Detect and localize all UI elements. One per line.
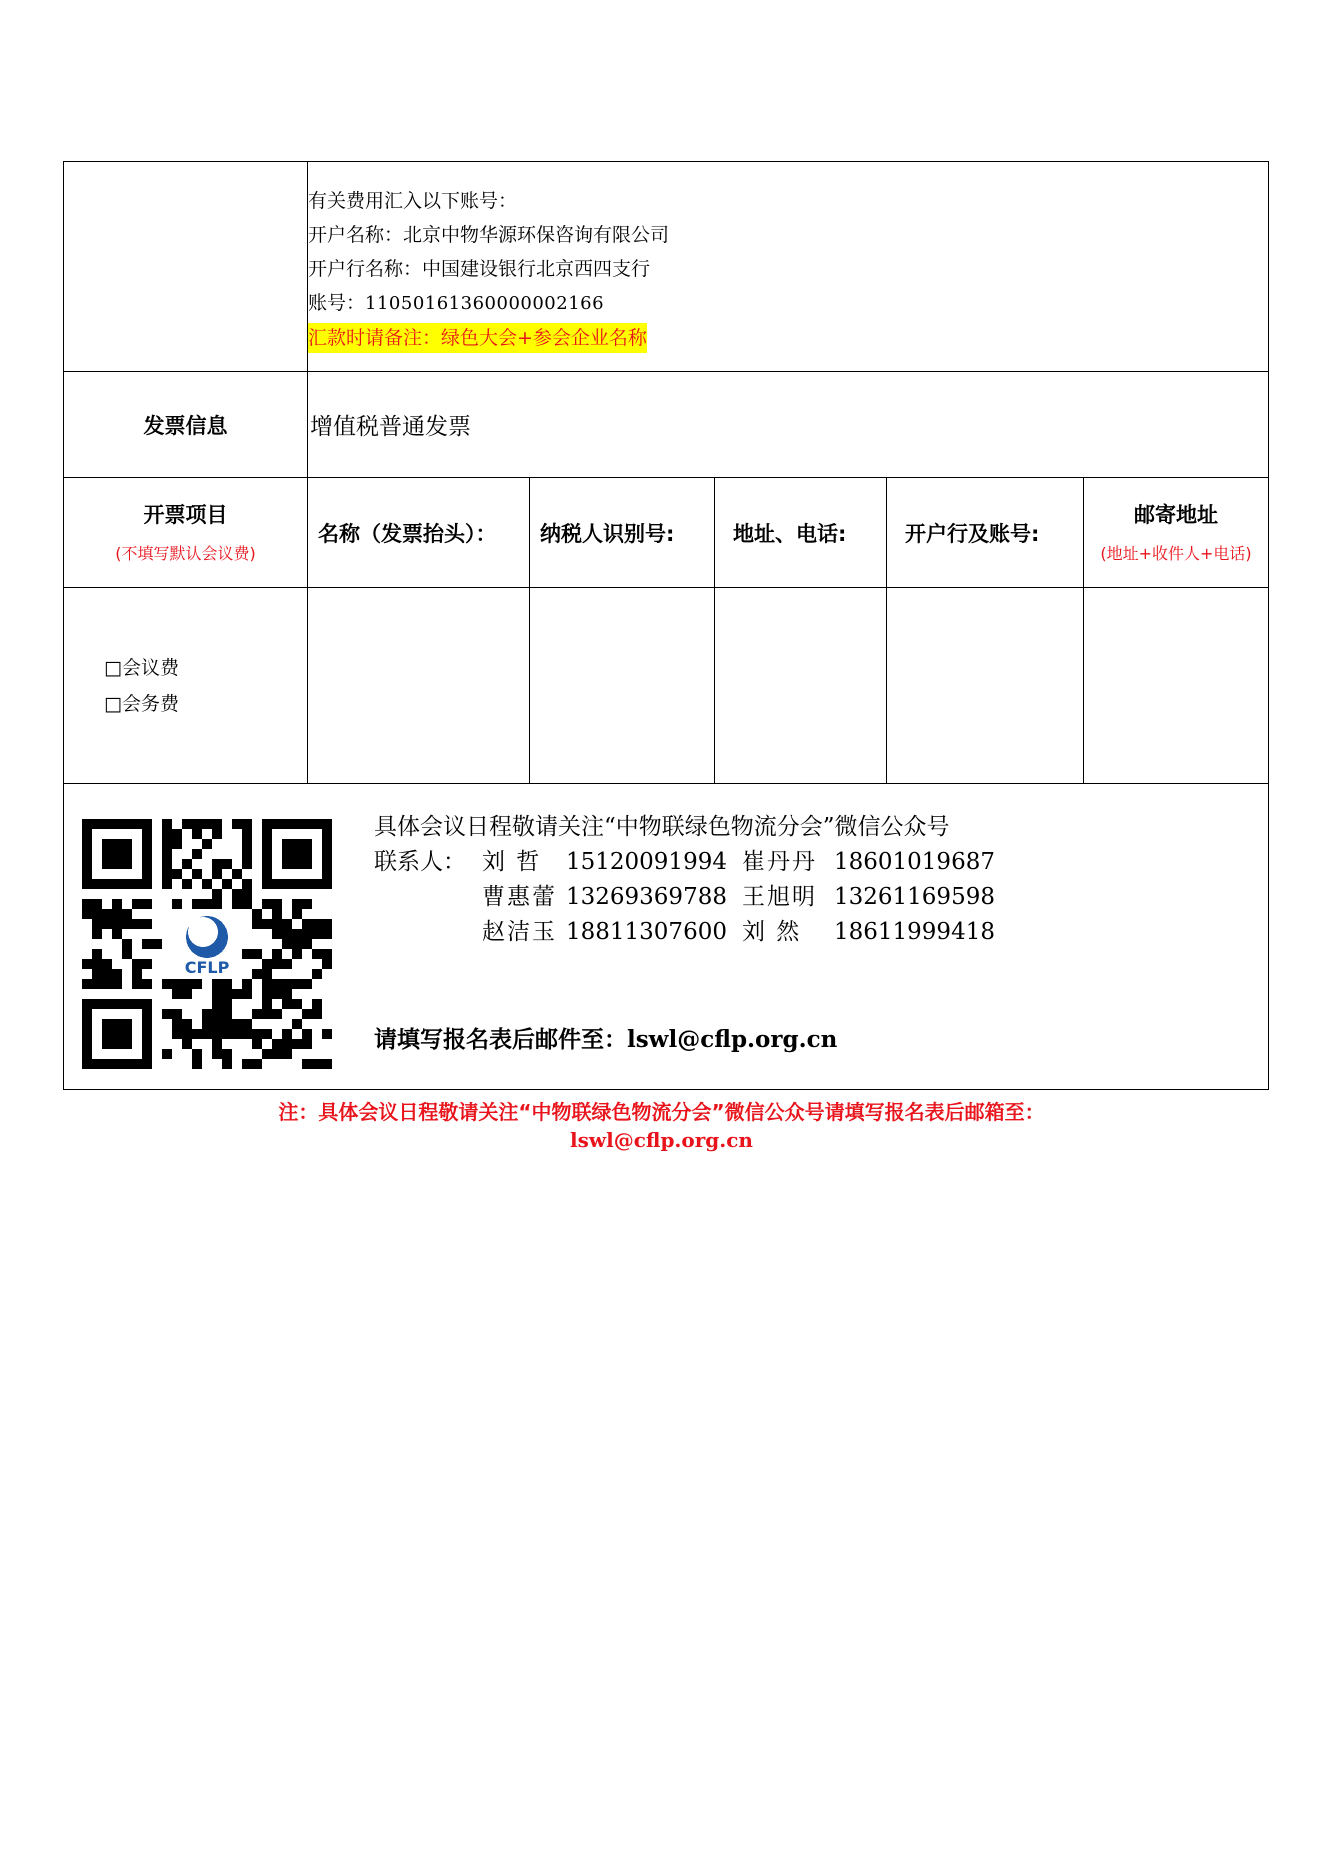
contact-phone: 18601019687 [834, 849, 995, 875]
payment-left-cell [64, 162, 308, 372]
mailing-address-header [1084, 478, 1269, 588]
register-email-line: 请填写报名表后邮件至：lswl@cflp.org.cn [374, 1026, 838, 1053]
bank-account-input[interactable] [887, 588, 1084, 784]
contact-name: 王旭明 [742, 884, 817, 910]
fee-options-cell [64, 588, 308, 784]
qr-logo-text: CFLP [184, 958, 230, 977]
contact-phone: 13269369788 [566, 884, 727, 910]
column-bank-account: 开户行及账号: [887, 478, 1084, 588]
contact-name: 刘 哲 [482, 849, 542, 875]
contact-name: 赵洁玉 [482, 919, 557, 945]
conference-fee-checkbox[interactable]: □会议费 [104, 656, 179, 679]
mailing-address-input[interactable] [1084, 588, 1269, 784]
contact-phone: 18611999418 [834, 919, 995, 945]
wechat-qr-code-icon [82, 819, 332, 1069]
footer-email[interactable]: lswl@cflp.org.cn [570, 1128, 753, 1152]
contact-row [374, 880, 995, 915]
contact-phone: 13261169598 [834, 884, 995, 910]
column-address-phone: 地址、电话: [715, 478, 887, 588]
payment-info-cell [308, 162, 1269, 372]
invoice-info-label: 发票信息 [64, 372, 308, 478]
registration-table [63, 161, 1269, 1090]
column-taxpayer-id: 纳税人识别号: [530, 478, 715, 588]
invoice-item-header [64, 478, 308, 588]
account-name: 开户名称：北京中物华源环保咨询有限公司 [308, 224, 670, 246]
contact-cell [64, 784, 1269, 1090]
payment-remark-note: 汇款时请备注：绿色大会+参会企业名称 [308, 323, 647, 353]
mailing-address-note: (地址+收件人+电话) [1100, 543, 1252, 563]
column-invoice-title: 名称（发票抬头）： [308, 478, 530, 588]
service-fee-checkbox[interactable]: □会务费 [104, 692, 179, 715]
invoice-item-default-note: (不填写默认会议费) [115, 543, 256, 563]
contact-label: 联系人： [374, 849, 466, 875]
payment-intro: 有关费用汇入以下账号： [308, 190, 518, 212]
contact-info [374, 810, 995, 950]
contact-name: 刘 然 [742, 919, 802, 945]
account-number: 11050161360000002166 [365, 293, 605, 314]
contact-name: 崔丹丹 [742, 849, 817, 875]
contact-row [374, 915, 995, 950]
bank-name: 开户行名称：中国建设银行北京西四支行 [308, 258, 651, 280]
invoice-type: 增值税普通发票 [308, 372, 1269, 478]
invoice-item-title: 开票项目 [143, 502, 228, 527]
address-phone-input[interactable] [715, 588, 887, 784]
account-number-line [308, 286, 1268, 321]
invoice-title-input[interactable] [308, 588, 530, 784]
footer-note: 注：具体会议日程敬请关注“中物联绿色物流分会”微信公众号请填写报名表后邮箱至： [278, 1100, 1045, 1124]
wechat-follow-line: 具体会议日程敬请关注“中物联绿色物流分会”微信公众号 [374, 814, 950, 840]
contact-row [374, 845, 995, 880]
mailing-address-title: 邮寄地址 [1134, 502, 1219, 527]
account-number-label: 账号： [308, 292, 366, 314]
contact-phone: 18811307600 [566, 919, 727, 945]
taxpayer-id-input[interactable] [530, 588, 715, 784]
contact-name: 曹惠蕾 [482, 884, 557, 910]
contact-phone: 15120091994 [566, 849, 727, 875]
